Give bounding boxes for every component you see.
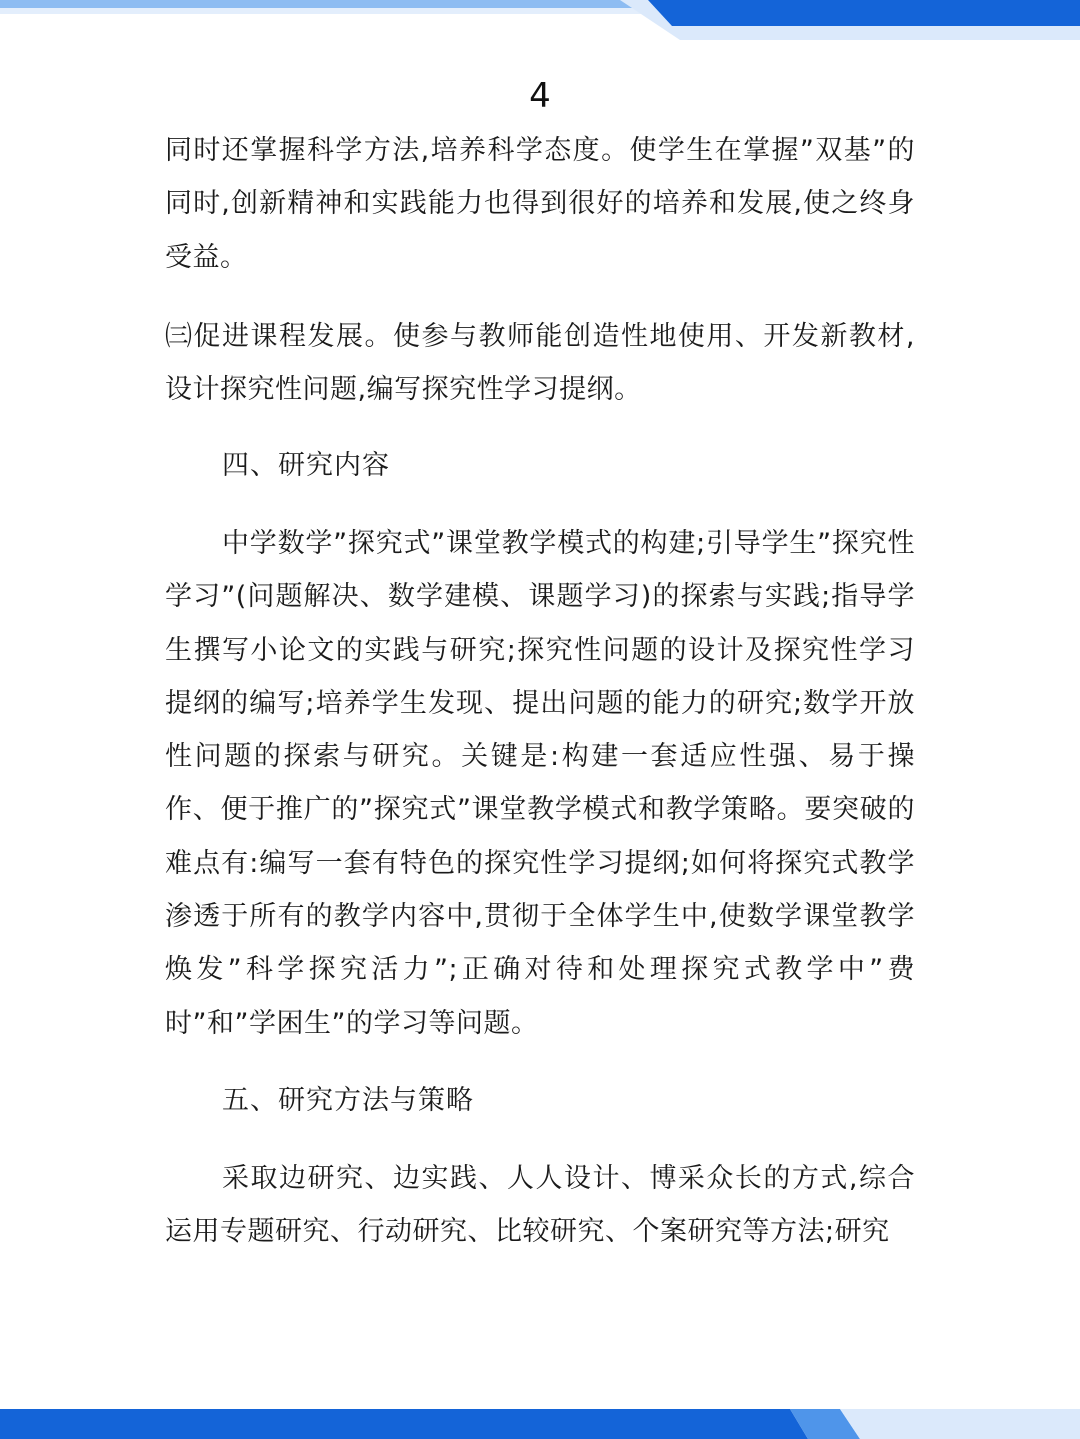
top-band-graphic bbox=[0, 0, 1080, 40]
bottom-band-graphic bbox=[0, 1409, 1080, 1439]
top-decorative-band bbox=[0, 0, 1080, 40]
section-heading-research-content: 四、研究内容 bbox=[222, 450, 390, 481]
paragraph-2: ㈢促进课程发展。使参与教师能创造性地使用、开发新教材,设计探究性问题,编写探究性学习提纲。 bbox=[165, 321, 915, 406]
section-heading-research-methods: 五、研究方法与策略 bbox=[222, 1085, 474, 1116]
paragraph-1: 同时还掌握科学方法,培养科学态度。使学生在掌握”双基”的同时,创新精神和实践能力也得到很好的培养和发展,使之终身受益。 bbox=[165, 135, 915, 273]
page-number: 4 bbox=[529, 76, 551, 116]
paragraph-4: 采取边研究、边实践、人人设计、博采众长的方式,综合运用专题研究、行动研究、比较研究、个案研究等方法;研究 bbox=[165, 1163, 915, 1248]
paragraph-3: 中学数学”探究式”课堂教学模式的构建;引导学生”探究性学习”(问题解决、数学建模、课题学习)的探索与实践;指导学生撰写小论文的实践与研究;探究性问题的设计及探究性学习提纲的编写;培养学生发现、提出问题的能力的研究;数学开放性问题的探索与研究。关键是:构建一套适应性强、易于操作、便于推广的”探究式”课堂教学模式和教学策略。要突破的难点有:编写一套有特色的探究性学习提纲;如何将探究式教学渗透于所有的教学内容中,贯彻于全体学生中,使数学课堂教学焕发”科学探究活力”;正确对待和处理探究式教学中”费时”和”学困生”的学习等问题。 bbox=[165, 528, 915, 1039]
bottom-decorative-band bbox=[0, 1409, 1080, 1439]
